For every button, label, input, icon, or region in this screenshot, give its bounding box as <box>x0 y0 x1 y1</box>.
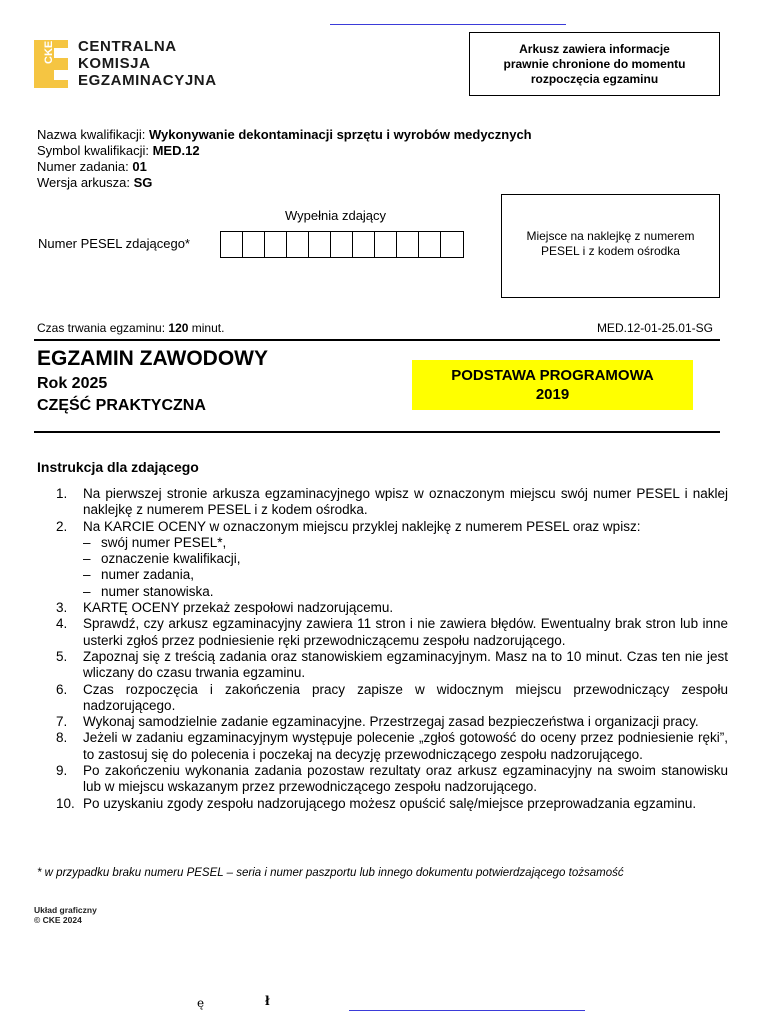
qualification-name-value: Wykonywanie dekontaminacji sprzętu i wyrobów medycznych <box>148 127 532 142</box>
qualification-symbol-value: MED.12 <box>152 143 200 158</box>
sticker-box-line-1: Miejsce na naklejkę z numerem <box>526 229 695 243</box>
item-number: 8. <box>56 730 68 746</box>
list-item <box>56 486 728 519</box>
qualification-name-row <box>37 127 532 143</box>
info-box-line-2: prawnie chronione do momentu <box>503 56 686 71</box>
item-number: 9. <box>56 763 68 779</box>
pesel-digit-cell[interactable] <box>309 232 331 257</box>
duration-unit: minut. <box>188 321 225 335</box>
list-item <box>56 649 728 682</box>
layout-credit-line-2: © CKE 2024 <box>34 915 82 925</box>
exam-part: CZĘŚĆ PRAKTYCZNA <box>37 397 206 414</box>
logo-line-3: EGZAMINACYJNA <box>78 72 217 89</box>
sheet-code: MED.12-01-25.01-SG <box>596 321 713 335</box>
pesel-label: Numer PESEL zdającego* <box>38 236 190 251</box>
sub-item-text: numer stanowiska. <box>101 583 214 599</box>
sticker-box-line-2: PESEL i z kodem ośrodka <box>541 244 680 258</box>
layout-credit <box>34 905 97 925</box>
sheet-version-label: Wersja arkusza: <box>37 175 134 190</box>
pesel-digit-cell[interactable] <box>265 232 287 257</box>
item-text: Jeżeli w zadaniu egzaminacyjnym występuje polecenie „zgłoś gotowość do oceny przez podniesienie ręki”, to zastosuj się do polecenia i poczekaj na decyzję przewodniczącego zespołu nadzorującego. <box>83 730 728 762</box>
sub-item-text: numer zadania, <box>101 567 195 583</box>
item-number: 6. <box>56 681 68 697</box>
list-item <box>56 519 728 535</box>
task-number-value: 01 <box>132 159 147 174</box>
sub-item-dash: – <box>83 534 91 550</box>
qualification-symbol-label: Symbol kwalifikacji: <box>37 143 153 158</box>
info-box-line-1: Arkusz zawiera informacje <box>519 41 670 56</box>
duration-value: 120 <box>168 321 189 335</box>
task-number-row <box>37 159 532 175</box>
pesel-digit-cell[interactable] <box>375 232 397 257</box>
layout-credit-line-1: Układ graficzny <box>34 905 97 915</box>
item-number: 10. <box>56 795 75 811</box>
item-number: 4. <box>56 616 68 632</box>
logo-line-2: KOMISJA <box>78 55 151 72</box>
item-text: Po zakończeniu wykonania zadania pozostaw rezultaty oraz arkusz egzaminacyjny na swoim stanowisku lub w miejscu wskazanym przez przewodniczącego zespołu nadzorującego. <box>83 763 728 795</box>
item-text: Czas rozpoczęcia i zakończenia pracy zapisze w widocznym miejscu przewodniczący zespołu nadzorującego. <box>83 681 728 713</box>
logo-mark-text: CKE <box>43 40 55 64</box>
pesel-digit-cell[interactable] <box>353 232 375 257</box>
qualification-name-label: Nazwa kwalifikacji: <box>37 127 149 142</box>
sub-list-item <box>83 567 728 583</box>
pesel-sticker-box <box>501 194 720 298</box>
pesel-digit-cell[interactable] <box>397 232 419 257</box>
qualification-meta <box>37 127 532 191</box>
sheet-version-row <box>37 175 532 191</box>
pesel-footnote: * w przypadku braku numeru PESEL – seria i numer paszportu lub innego dokumentu potwierdzającego tożsamość <box>37 867 624 879</box>
info-box-line-3: rozpoczęcia egzaminu <box>530 71 659 86</box>
exam-duration <box>37 321 224 335</box>
pesel-digit-cell[interactable] <box>441 232 463 257</box>
instructions-heading: Instrukcja dla zdającego <box>37 459 199 475</box>
sheet-version-value: SG <box>133 175 153 190</box>
item-text: KARTĘ OCENY przekaż zespołowi nadzorującemu. <box>83 600 394 616</box>
pesel-input-grid[interactable] <box>220 231 464 258</box>
item-number: 3. <box>56 600 68 616</box>
sub-list-item <box>83 535 728 551</box>
list-item <box>56 730 728 763</box>
item-text: Sprawdź, czy arkusz egzaminacyjny zawiera 11 stron i nie zawiera błędów. Ewentualny brak stron lub inne usterki zgłoś przez podniesienie ręki przewodniczącemu zespołu nadzorującego. <box>83 616 728 648</box>
top-decor-line <box>330 24 566 25</box>
filled-by-candidate-label: Wypełnia zdający <box>285 208 387 223</box>
exam-title: EGZAMIN ZAWODOWY <box>37 347 268 370</box>
sub-item-dash: – <box>83 551 91 567</box>
duration-label: Czas trwania egzaminu: <box>37 321 169 335</box>
pesel-digit-cell[interactable] <box>419 232 441 257</box>
instructions-list <box>56 486 728 812</box>
curriculum-badge-line-2: 2019 <box>535 386 570 403</box>
pesel-digit-cell[interactable] <box>287 232 309 257</box>
list-item <box>56 682 728 715</box>
header-rule-bottom <box>34 431 720 433</box>
task-number-label: Numer zadania: <box>37 159 133 174</box>
cke-logo <box>34 38 244 94</box>
pesel-digit-cell[interactable] <box>243 232 265 257</box>
exam-year: Rok 2025 <box>37 375 108 392</box>
list-item <box>56 763 728 796</box>
sub-list-item <box>83 551 728 567</box>
pesel-digit-cell[interactable] <box>331 232 353 257</box>
item-number: 1. <box>56 486 68 501</box>
sub-item-dash: – <box>83 583 91 599</box>
item-text: Na KARCIE OCENY w oznaczonym miejscu przyklej naklejkę z numerem PESEL oraz wpisz: <box>83 518 641 534</box>
pesel-digit-cell[interactable] <box>221 232 243 257</box>
sub-item-text: swój numer PESEL*, <box>101 534 227 550</box>
bottom-decor-line <box>349 1010 585 1011</box>
confidential-info-box <box>469 32 720 96</box>
curriculum-badge-line-1: PODSTAWA PROGRAMOWA <box>451 367 654 384</box>
cke-logo-mark <box>34 40 68 88</box>
header-rule-top <box>34 339 720 341</box>
list-item <box>56 600 728 616</box>
bottom-glyph-2: ł <box>265 994 270 1008</box>
logo-line-1: CENTRALNA <box>78 38 177 55</box>
item-number: 5. <box>56 648 68 664</box>
item-text: Wykonaj samodzielnie zadanie egzaminacyjne. Przestrzegaj zasad bezpieczeństwa i organizacji pracy. <box>83 714 699 730</box>
curriculum-badge <box>412 360 693 410</box>
sub-item-text: oznaczenie kwalifikacji, <box>101 551 241 567</box>
sub-list-item <box>83 584 728 600</box>
list-item <box>56 796 728 812</box>
list-item <box>56 714 728 730</box>
item-number: 7. <box>56 714 68 730</box>
item-text: Po uzyskaniu zgody zespołu nadzorującego możesz opuścić salę/miejsce przeprowadzania egzaminu. <box>83 795 697 811</box>
logo-wordmark <box>78 38 217 89</box>
item-text: Na pierwszej stronie arkusza egzaminacyjnego wpisz w oznaczonym miejscu swój numer PESEL i naklej naklejkę z numerem PESEL i z kodem ośrodka. <box>83 486 728 518</box>
list-item <box>56 616 728 649</box>
sub-item-dash: – <box>83 567 91 583</box>
item-number: 2. <box>56 518 68 534</box>
qualification-symbol-row <box>37 143 532 159</box>
bottom-glyph-1: ę <box>197 996 205 1010</box>
item-text: Zapoznaj się z treścią zadania oraz stanowiskiem egzaminacyjnym. Masz na to 10 minut. Czas ten nie jest wliczany do czasu trwania egzaminu. <box>83 648 728 681</box>
